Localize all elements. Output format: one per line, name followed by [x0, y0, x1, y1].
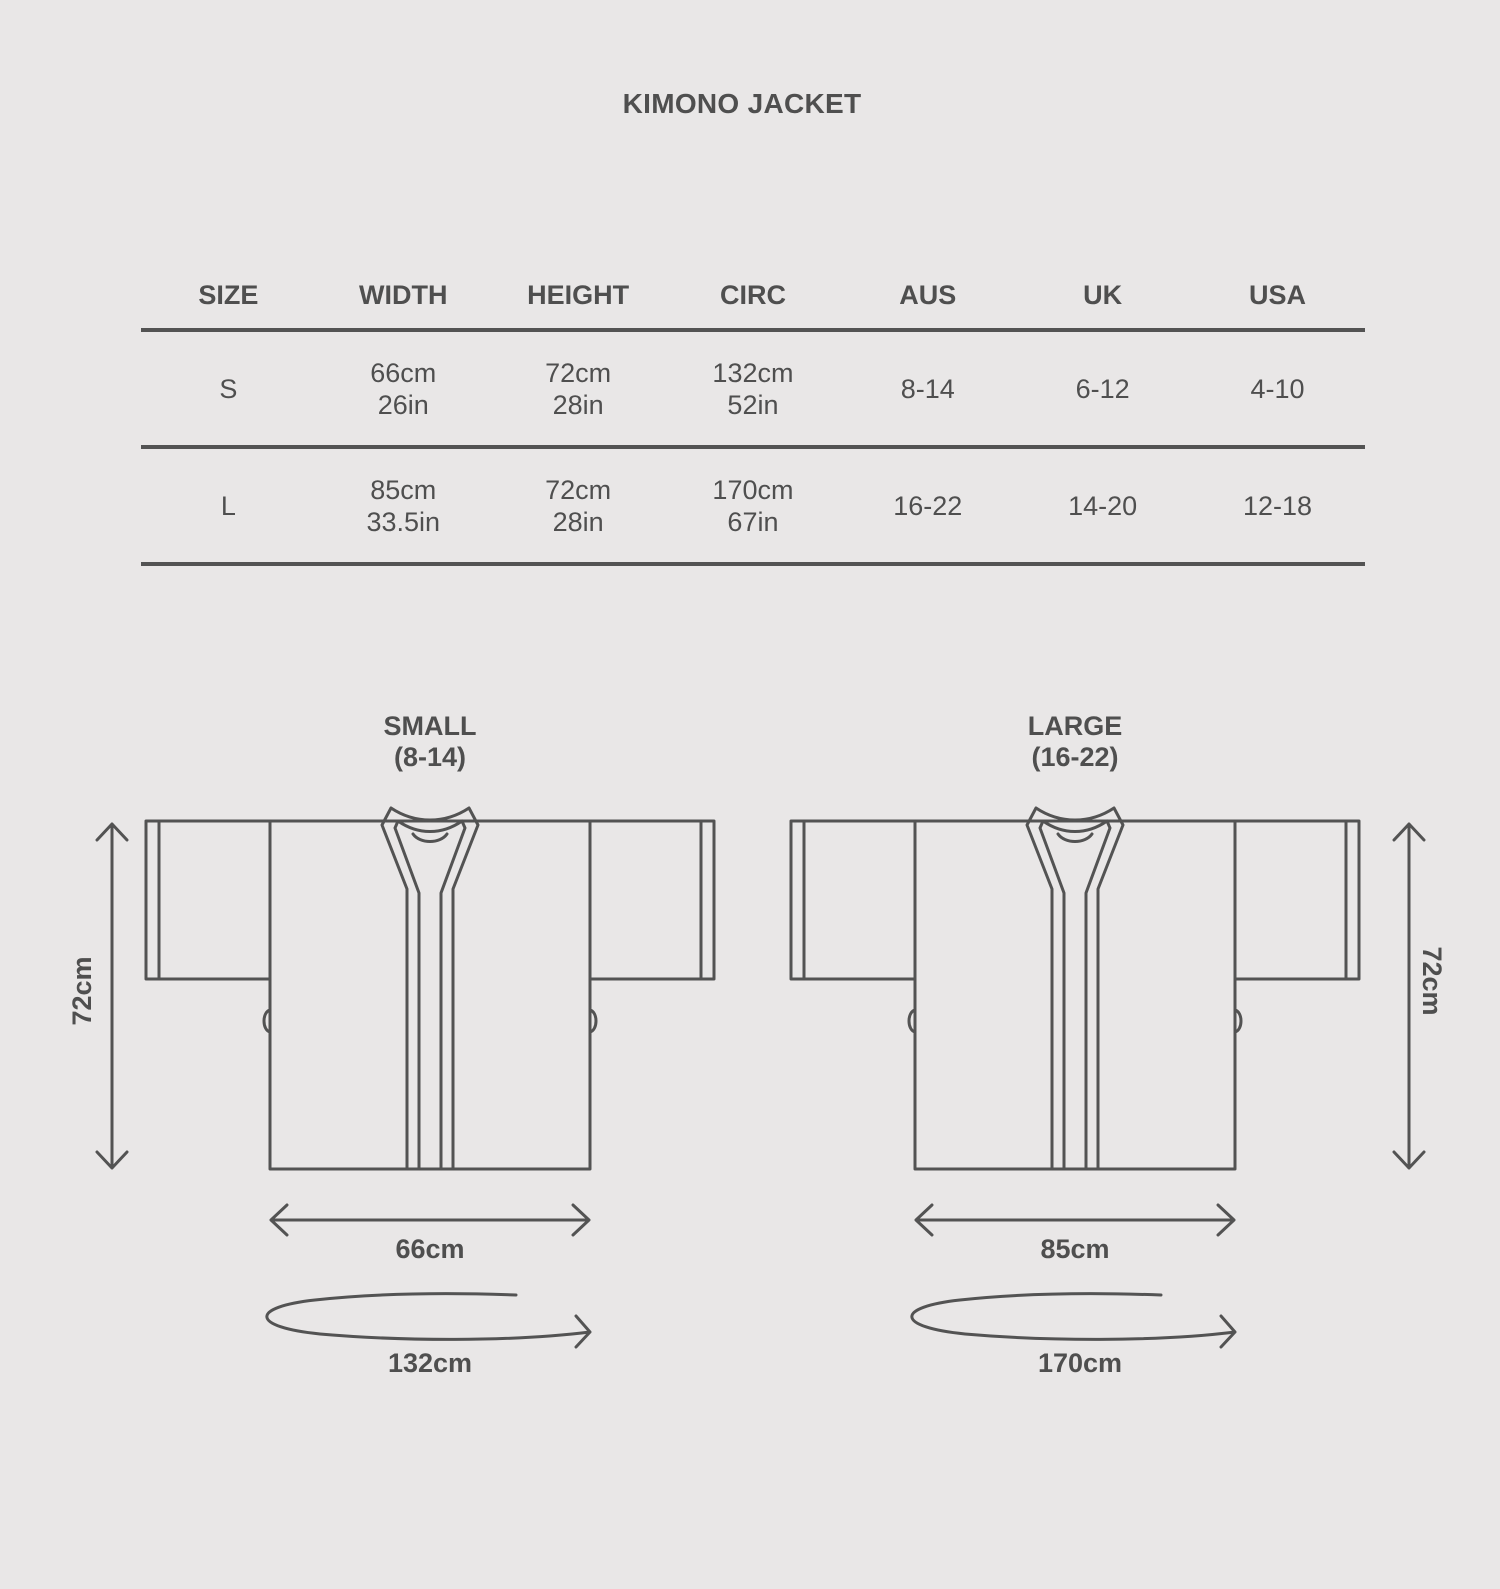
column-header-width: WIDTH: [316, 262, 491, 330]
column-header-aus: AUS: [840, 262, 1015, 330]
page-title: KIMONO JACKET: [622, 88, 862, 119]
circumference-arrow-small: [267, 1294, 590, 1347]
column-header-uk: UK: [1015, 262, 1190, 330]
circ-in: 67in: [727, 506, 779, 537]
width-cm: 85cm: [370, 474, 437, 505]
height-arrow-small: [97, 824, 127, 1168]
width-arrow-large: [916, 1205, 1234, 1235]
large-heading: [925, 711, 1225, 773]
small-height-label: 72cm: [67, 956, 97, 1026]
cell-aus: 8-14: [840, 330, 1015, 447]
large-width-label: 85cm: [1040, 1234, 1110, 1264]
width-cm: 66cm: [370, 357, 437, 388]
large-name: LARGE: [1027, 711, 1123, 741]
circ-in: 52in: [727, 389, 779, 420]
cell-usa: 4-10: [1190, 330, 1365, 447]
column-header-circ: CIRC: [666, 262, 841, 330]
height-in: 28in: [552, 389, 604, 420]
large-circ-label: 170cm: [1037, 1348, 1123, 1378]
width-in: 33.5in: [366, 506, 441, 537]
large-height-label: 72cm: [1417, 946, 1447, 1016]
small-name: SMALL: [383, 711, 477, 741]
circ-cm: 170cm: [712, 474, 794, 505]
small-width-label: 66cm: [395, 1234, 465, 1264]
kimono-large-outline: [791, 808, 1359, 1169]
cell-aus: 16-22: [840, 447, 1015, 564]
height-cm: 72cm: [545, 357, 612, 388]
width-in: 26in: [377, 389, 429, 420]
cell-uk: 6-12: [1015, 330, 1190, 447]
height-in: 28in: [552, 506, 604, 537]
cell-uk: 14-20: [1015, 447, 1190, 564]
height-cm: 72cm: [545, 474, 612, 505]
cell-size: L: [141, 447, 316, 564]
small-circ-label: 132cm: [387, 1348, 473, 1378]
column-header-height: HEIGHT: [491, 262, 666, 330]
cell-usa: 12-18: [1190, 447, 1365, 564]
small-range: (8-14): [393, 742, 467, 772]
width-arrow-small: [271, 1205, 589, 1235]
circumference-arrow-large: [912, 1294, 1235, 1347]
column-header-usa: USA: [1190, 262, 1365, 330]
small-heading: [280, 711, 580, 773]
kimono-small-outline: [146, 808, 714, 1169]
circ-cm: 132cm: [712, 357, 794, 388]
large-range: (16-22): [1031, 742, 1119, 772]
column-header-size: SIZE: [141, 262, 316, 330]
cell-size: S: [141, 330, 316, 447]
